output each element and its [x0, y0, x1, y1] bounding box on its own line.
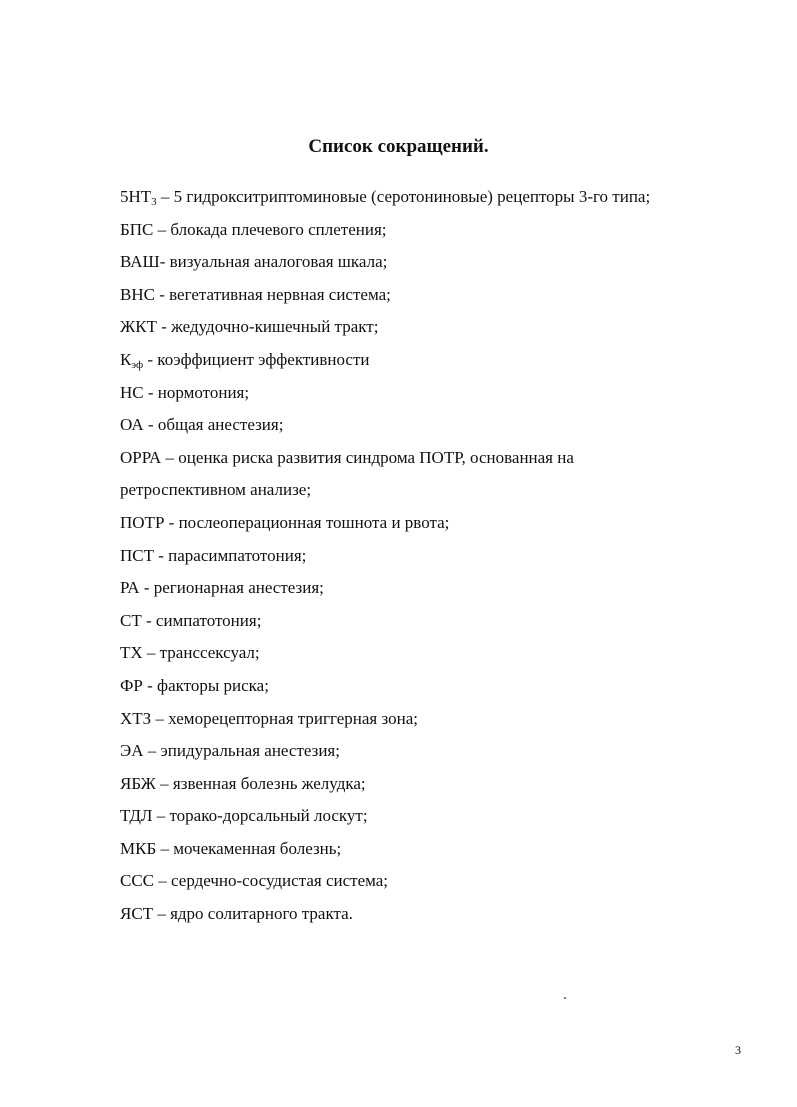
abbreviation-term: ХТЗ — [120, 708, 152, 728]
abbreviation-line — [120, 707, 730, 740]
abbreviation-definition: - жедудочно-кишечный тракт; — [156, 317, 379, 337]
abbreviation-definition: - послеоперационная тошнота и рвота; — [164, 512, 450, 532]
abbreviation-term: ВНС — [120, 284, 155, 304]
abbreviation-term: ОРРА — [120, 447, 162, 467]
abbreviation-line — [120, 315, 730, 348]
abbreviation-term: ЯСТ — [120, 904, 154, 924]
abbreviation-line — [120, 250, 730, 283]
abbreviation-term: БПС — [120, 219, 154, 239]
abbreviation-term: НС — [120, 382, 144, 402]
abbreviation-line — [120, 739, 730, 772]
abbreviation-term: ТДЛ — [120, 806, 153, 826]
abbreviation-definition: - факторы риска; — [142, 675, 269, 695]
scan-speck — [564, 997, 566, 999]
abbreviation-definition: – язвенная болезнь желудка; — [155, 773, 366, 793]
abbreviation-line — [120, 185, 730, 218]
abbreviation-definition: - вегетативная нервная система; — [154, 284, 391, 304]
abbreviation-definition: ретроспективном анализе; — [120, 480, 312, 500]
abbreviation-line — [120, 381, 730, 414]
abbreviation-term: 5HT — [120, 187, 152, 206]
abbreviation-line — [120, 837, 730, 870]
abbreviation-line — [120, 446, 730, 479]
abbreviation-definition: - нормотония; — [143, 382, 250, 402]
abbreviation-definition: – ядро солитарного тракта. — [153, 904, 353, 924]
abbreviation-line — [120, 804, 730, 837]
abbreviation-definition: – оценка риска развития синдрома ПОТР, основанная на — [161, 447, 574, 467]
abbreviation-definition: - коэффициент эффективности — [143, 349, 370, 369]
abbreviation-definition: – блокада плечевого сплетения; — [153, 219, 387, 239]
abbreviation-definition: - общая анестезия; — [143, 415, 284, 435]
abbreviation-line — [120, 283, 730, 316]
abbreviation-definition: – эпидуральная анестезия; — [143, 741, 340, 761]
abbreviation-line — [120, 902, 730, 935]
abbreviation-term: СТ — [120, 610, 142, 630]
abbreviation-definition: - регионарная анестезия; — [139, 578, 324, 598]
abbreviation-subscript: 3 — [151, 196, 157, 208]
abbreviation-line — [120, 869, 730, 902]
abbreviation-line — [120, 609, 730, 642]
abbreviation-term: ЯБЖ — [120, 773, 156, 793]
abbreviation-term: ВАШ — [120, 252, 160, 272]
page-title: Список сокращений. — [308, 135, 489, 157]
abbreviation-term: ПОТР — [120, 512, 165, 532]
abbreviation-list — [120, 185, 730, 935]
abbreviation-line — [120, 413, 730, 446]
abbreviation-term: ССС — [120, 871, 155, 891]
abbreviation-definition: – транссексуал; — [142, 643, 260, 663]
page-number: 3 — [735, 1043, 741, 1057]
abbreviation-term: ПСТ — [120, 545, 154, 565]
abbreviation-definition: - визуальная аналоговая шкала; — [159, 252, 388, 272]
abbreviation-line — [120, 478, 730, 511]
abbreviation-line — [120, 544, 730, 577]
abbreviation-term: МКБ — [120, 838, 157, 858]
abbreviation-line — [120, 576, 730, 609]
abbreviation-line — [120, 348, 730, 381]
abbreviation-term: РА — [120, 578, 140, 598]
abbreviation-line — [120, 641, 730, 674]
abbreviation-definition: – сердечно-сосудистая система; — [154, 871, 389, 891]
abbreviation-line — [120, 772, 730, 805]
abbreviation-line — [120, 674, 730, 707]
abbreviation-term: ОА — [120, 415, 144, 435]
abbreviation-definition: – 5 гидрокситриптоминовые (серотониновые) рецепторы 3-го типа; — [156, 187, 651, 206]
abbreviation-subscript: эф — [131, 358, 144, 371]
abbreviation-term: ЭА — [120, 741, 144, 761]
abbreviation-definition: - симпатотония; — [141, 610, 262, 630]
abbreviation-definition: – хеморецепторная триггерная зона; — [151, 708, 418, 728]
abbreviation-definition: – мочекаменная болезнь; — [156, 838, 342, 858]
abbreviation-line — [120, 511, 730, 544]
abbreviation-definition: – торако-дорсальный лоскут; — [152, 806, 368, 826]
abbreviation-term: ЖКТ — [120, 317, 157, 337]
abbreviation-term: ТХ — [120, 643, 143, 663]
abbreviation-term: К — [120, 349, 132, 369]
abbreviation-definition: - парасимпатотония; — [154, 545, 307, 565]
abbreviation-term: ФР — [120, 675, 143, 695]
abbreviation-line — [120, 218, 730, 251]
